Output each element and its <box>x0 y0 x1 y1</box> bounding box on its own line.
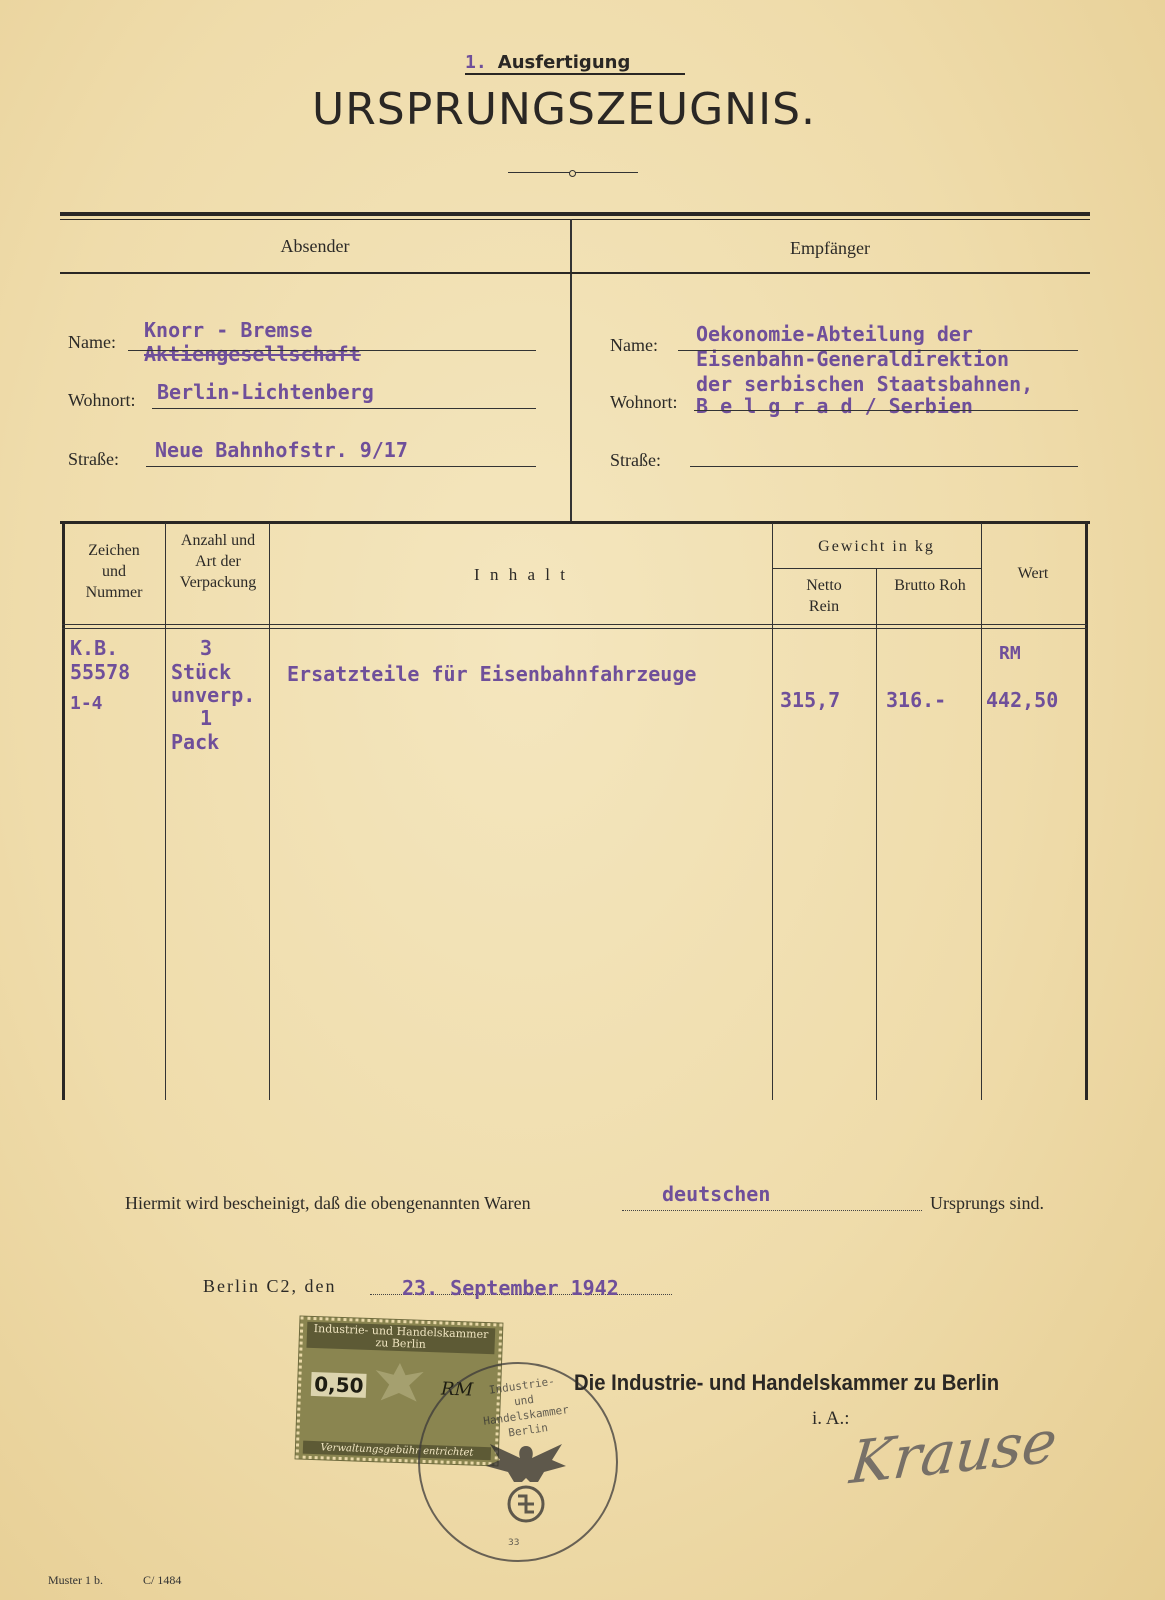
fee-stamp-currency: RM <box>440 1378 474 1401</box>
recipient-name-line2: Eisenbahn-Generaldirektion <box>696 347 1010 371</box>
fee-stamp-amount: 0,50 <box>311 1372 367 1398</box>
row-marks-1: K.B. <box>70 636 119 660</box>
certification-origin: deutschen <box>662 1182 771 1206</box>
header-packaging: Anzahl und Art der Verpackung <box>179 532 257 591</box>
seal-number: 33 <box>508 1538 520 1548</box>
sender-residence: Berlin-Lichtenberg <box>157 380 374 404</box>
col-divider-1 <box>165 523 166 1100</box>
recipient-name-line3: der serbischen Staatsbahnen, <box>696 372 1034 396</box>
copy-indicator <box>465 52 685 75</box>
frame-top-rule <box>60 212 1090 216</box>
recipient-name-label: Name: <box>610 335 658 355</box>
recipient-residence: B e l g r a d / Serbien <box>696 394 973 418</box>
frame-header-rule <box>60 272 1090 274</box>
sender-street-label: Straße: <box>68 449 119 469</box>
issuer-on-behalf: i. A.: <box>812 1408 850 1429</box>
header-weight-group: Gewicht in kg <box>818 538 935 555</box>
table-left-border <box>62 521 65 1100</box>
row-packaging-4: 1 <box>200 706 213 730</box>
sender-name-line1: Knorr - Bremse <box>144 318 313 342</box>
footer-form: Muster 1 b. <box>48 1573 103 1587</box>
frame-top-rule-thin <box>60 219 1090 220</box>
recipient-street-rule <box>690 466 1078 467</box>
row-net: 315,7 <box>780 688 841 712</box>
col-divider-4 <box>876 568 877 1100</box>
recipient-residence-label: Wohnort: <box>610 392 678 412</box>
fee-stamp-bottom: Verwaltungsgebühr entrichtet <box>303 1441 491 1461</box>
sender-street: Neue Bahnhofstr. 9/17 <box>155 438 408 462</box>
seal-text: Industrie- und Handelskammer Berlin <box>482 1374 570 1440</box>
place: Berlin C2, den <box>203 1276 337 1296</box>
page-title: URSPRUNGSZEUGNIS. <box>311 84 816 135</box>
sender-name-label: Name: <box>68 332 116 352</box>
sender-residence-label: Wohnort: <box>68 390 136 410</box>
col-divider-5 <box>981 523 982 1100</box>
row-packaging-5: Pack <box>171 730 220 754</box>
recipient-heading: Empfänger <box>790 238 870 258</box>
sender-heading: Absender <box>280 236 350 256</box>
fee-stamp-eagle-icon <box>370 1356 428 1414</box>
header-contents: I n h a l t <box>474 565 568 584</box>
header-gross: Brutto Roh <box>894 577 966 594</box>
row-packaging-1: 3 <box>200 636 213 660</box>
certification-origin-dots <box>622 1210 922 1211</box>
row-value: 442,50 <box>986 688 1059 712</box>
title-ornament <box>508 170 638 176</box>
col-divider-3 <box>772 523 773 1100</box>
row-contents: Ersatzteile für Eisenbahnfahrzeuge <box>287 662 697 686</box>
table-right-border <box>1085 521 1088 1100</box>
signature: Krause <box>846 1406 1061 1498</box>
row-marks-3: 1-4 <box>70 693 103 714</box>
recipient-street-label: Straße: <box>610 450 661 470</box>
footer-code: C/ 1484 <box>143 1573 182 1587</box>
recipient-name-rule <box>678 350 1078 351</box>
header-marks: Zeichen und Nummer <box>85 542 143 601</box>
frame-divider <box>570 219 572 521</box>
fee-stamp-top: Industrie- und Handelskammer zu Berlin <box>306 1322 495 1355</box>
row-currency: RM <box>999 643 1021 664</box>
recipient-name-line1: Oekonomie-Abteilung der <box>696 322 973 346</box>
certification-text-after: Ursprungs sind. <box>930 1193 1045 1213</box>
table-header-rule <box>62 624 1087 625</box>
sender-residence-rule <box>152 408 536 409</box>
issuer-name: Die Industrie- und Handelskammer zu Berlin <box>574 1370 1000 1395</box>
col-divider-2 <box>269 523 270 1100</box>
row-marks-2: 55578 <box>70 660 131 684</box>
table-header-rule-2 <box>62 628 1087 629</box>
row-packaging-3: unverp. <box>171 683 256 707</box>
certification-text-before: Hiermit wird bescheinigt, daß die obengenannten Waren <box>125 1193 531 1213</box>
sender-name-rule <box>128 350 536 351</box>
row-gross: 316.- <box>886 688 947 712</box>
copy-number: 1. <box>465 52 487 73</box>
sender-name-line2: Aktiengesellschaft <box>144 342 361 366</box>
sender-street-rule <box>146 466 536 467</box>
table-top-rule <box>60 521 1090 524</box>
date: 23. September 1942 <box>402 1276 619 1300</box>
seal-eagle-icon <box>476 1426 576 1536</box>
copy-label: Ausfertigung <box>497 52 631 73</box>
header-net: Netto Rein <box>806 577 842 615</box>
weight-group-rule <box>772 568 981 569</box>
recipient-residence-rule <box>694 410 1078 411</box>
row-packaging-2: Stück <box>171 660 232 684</box>
header-value: Wert <box>1017 565 1049 582</box>
